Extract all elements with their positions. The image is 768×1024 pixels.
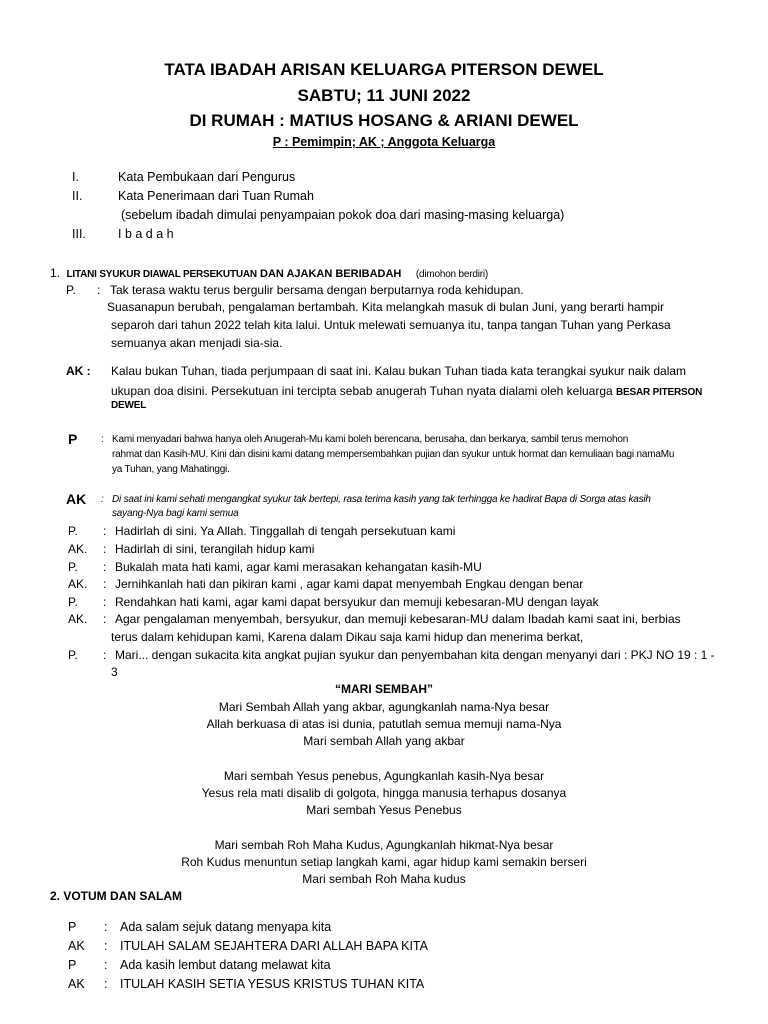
ak2-colon: : [101, 494, 104, 505]
response-speaker: AK. [68, 542, 88, 556]
response-text: Mari... dengan sukacita kita angkat pujian syukur dan penyembahan kita dengan menyanyi dari : PKJ NO 19 : 1 - [115, 648, 715, 662]
outline-text-2b: (sebelum ibadah dimulai penyampaian pokok doa dari masing-masing keluarga) [121, 208, 565, 222]
song-verse-1-line-2: Allah berkuasa di atas isi dunia, patutlah semua memuji nama-Nya [206, 717, 562, 731]
response-speaker: AK. [68, 577, 88, 591]
p2-line-2: rahmat dan Kasih-MU. Kini dan disini kami datang mempersembahkan pujian dan syukur untuk hormat dan kemuliaan bagi namaMu [112, 449, 675, 460]
p1-colon: : [97, 283, 101, 297]
p1-line-4: semuanya akan menjadi sia-sia. [111, 336, 283, 350]
response-text: Rendahkan hati kami, agar kami dapat bersyukur dan memuji kebesaran-MU dengan layak [115, 595, 599, 609]
response-speaker: P. [68, 648, 78, 662]
p1-line-1: Tak terasa waktu terus bergulir bersama dengan berputarnya roda kehidupan. [110, 283, 524, 297]
response-text: Hadirlah di sini. Ya Allah. Tinggallah di tengah persekutuan kami [115, 524, 456, 538]
title-line-2: SABTU; 11 JUNI 2022 [297, 86, 471, 105]
role-legend: P : Pemimpin; AK ; Anggota Keluarga [272, 135, 496, 149]
response-text: Agar pengalaman menyembah, bersyukur, dan memuji kebesaran-MU dalam Ibadah kami saat ini, berbias [115, 612, 681, 626]
song-verse-2-line-3: Mari sembah Yesus Penebus [306, 803, 462, 817]
section-1-heading-small: LITANI SYUKUR DIAWAL PERSEKUTUAN [66, 269, 257, 280]
response-colon: : [103, 577, 107, 591]
song-verse-3-line-2: Roh Kudus menuntun setiap langkah kami, agar hidup kami semakin berseri [181, 855, 587, 869]
outline-text-2: Kata Penerimaan dari Tuan Rumah [118, 189, 314, 203]
votum-speaker: P [68, 958, 77, 972]
response-colon: : [103, 560, 107, 574]
ak1-line-2 [111, 382, 702, 400]
outline-num-3: III. [72, 227, 86, 241]
votum-colon: : [104, 977, 108, 991]
votum-text: Ada salam sejuk datang menyapa kita [120, 920, 332, 934]
votum-text: Ada kasih lembut datang melawat kita [120, 958, 331, 972]
section-2-heading: 2. VOTUM DAN SALAM [50, 889, 182, 903]
p1-line-3: separoh dari tahun 2022 telah kita lalui. Untuk melewati semuanya itu, tanpa tangan Tuhan yang Perkasa [111, 318, 671, 332]
p1-speaker: P. [66, 283, 76, 297]
ak1-line-2-family: BESAR PITERSON [616, 387, 703, 398]
song-title: “MARI SEMBAH” [335, 682, 433, 696]
outline-num-1: I. [72, 170, 79, 184]
section-1-note: (dimohon berdiri) [415, 269, 489, 280]
song-verse-3-line-1: Mari sembah Roh Maha Kudus, Agungkanlah hikmat-Nya besar [214, 838, 554, 852]
song-verse-1-line-1: Mari Sembah Allah yang akbar, agungkanlah nama-Nya besar [218, 700, 550, 714]
outline-text-1: Kata Pembukaan dari Pengurus [118, 170, 296, 184]
ak1-line-3: DEWEL [111, 400, 147, 411]
ak2-line-2: sayang-Nya bagi kami semua [112, 508, 239, 519]
response-text: Bukalah mata hati kami, agar kami merasakan kehangatan kasih-MU [115, 560, 482, 574]
votum-text: ITULAH KASIH SETIA YESUS KRISTUS TUHAN KITA [120, 977, 425, 991]
title-line-3: DI RUMAH : MATIUS HOSANG & ARIANI DEWEL [189, 111, 579, 130]
response-colon: : [103, 524, 107, 538]
title-line-1: TATA IBADAH ARISAN KELUARGA PITERSON DEWEL [164, 60, 604, 79]
song-verse-2-line-2: Yesus rela mati disalib di golgota, hingga manusia terhapus dosanya [201, 786, 567, 800]
response-colon: : [103, 612, 107, 626]
votum-colon: : [104, 920, 108, 934]
ak1-speaker: AK : [66, 364, 91, 378]
response-speaker: P. [68, 524, 78, 538]
section-1-heading [50, 264, 488, 282]
ak1-line-2-text: ukupan doa disini. Persekutuan ini tercipta sebab anugerah Tuhan nyata dialami oleh keluarga [111, 384, 617, 398]
p2-colon: : [101, 434, 104, 445]
section-1-heading-rest: DAN AJAKAN BERIBADAH [256, 268, 402, 280]
p2-speaker: P [68, 431, 78, 447]
votum-speaker: P [68, 920, 77, 934]
p2-line-3: ya Tuhan, yang Mahatinggi. [112, 464, 230, 475]
response-text: Jernihkanlah hati dan pikiran kami , agar kami dapat menyembah Engkau dengan benar [115, 577, 584, 591]
ak2-speaker: AK [66, 491, 87, 507]
p1-line-2: Suasanapun berubah, pengalaman bertambah. Kita melangkah masuk di bulan Juni, yang berarti hampir [107, 300, 665, 314]
p2-line-1: Kami menyadari bahwa hanya oleh Anugerah-Mu kami boleh berencana, berusaha, dan berkarya, sambil terus memohon [112, 434, 629, 445]
response-text: Hadirlah di sini, terangilah hidup kami [115, 542, 315, 556]
ak2-line-1: Di saat ini kami sehati mengangkat syukur tak bertepi, rasa terima kasih yang tak terhingga ke hadirat Bapa di Sorga atas kasih [112, 494, 651, 505]
song-verse-3-line-3: Mari sembah Roh Maha kudus [302, 872, 466, 886]
song-verse-2-line-1: Mari sembah Yesus penebus, Agungkanlah kasih-Nya besar [223, 769, 545, 783]
song-verse-1-line-3: Mari sembah Allah yang akbar [303, 734, 465, 748]
votum-colon: : [104, 958, 108, 972]
response-text-cont: 3 [111, 665, 118, 679]
response-speaker: P. [68, 595, 78, 609]
response-speaker: AK. [68, 612, 88, 626]
response-colon: : [103, 648, 107, 662]
outline-num-2: II. [72, 189, 83, 203]
response-speaker: P. [68, 560, 78, 574]
ak1-line-1: Kalau bukan Tuhan, tiada perjumpaan di saat ini. Kalau bukan Tuhan tiada kata terangkai syukur naik dalam [111, 364, 687, 378]
response-text-cont: terus dalam kehidupan kami, Karena dalam Dikau saja kami hidup dan menerima berkat, [111, 630, 584, 644]
votum-speaker: AK [68, 939, 85, 953]
votum-colon: : [104, 939, 108, 953]
response-colon: : [103, 542, 107, 556]
response-colon: : [103, 595, 107, 609]
votum-text: ITULAH SALAM SEJAHTERA DARI ALLAH BAPA KITA [120, 939, 428, 953]
outline-text-3: I b a d a h [118, 227, 174, 241]
votum-speaker: AK [68, 977, 85, 991]
section-1-number: 1. [50, 266, 61, 280]
